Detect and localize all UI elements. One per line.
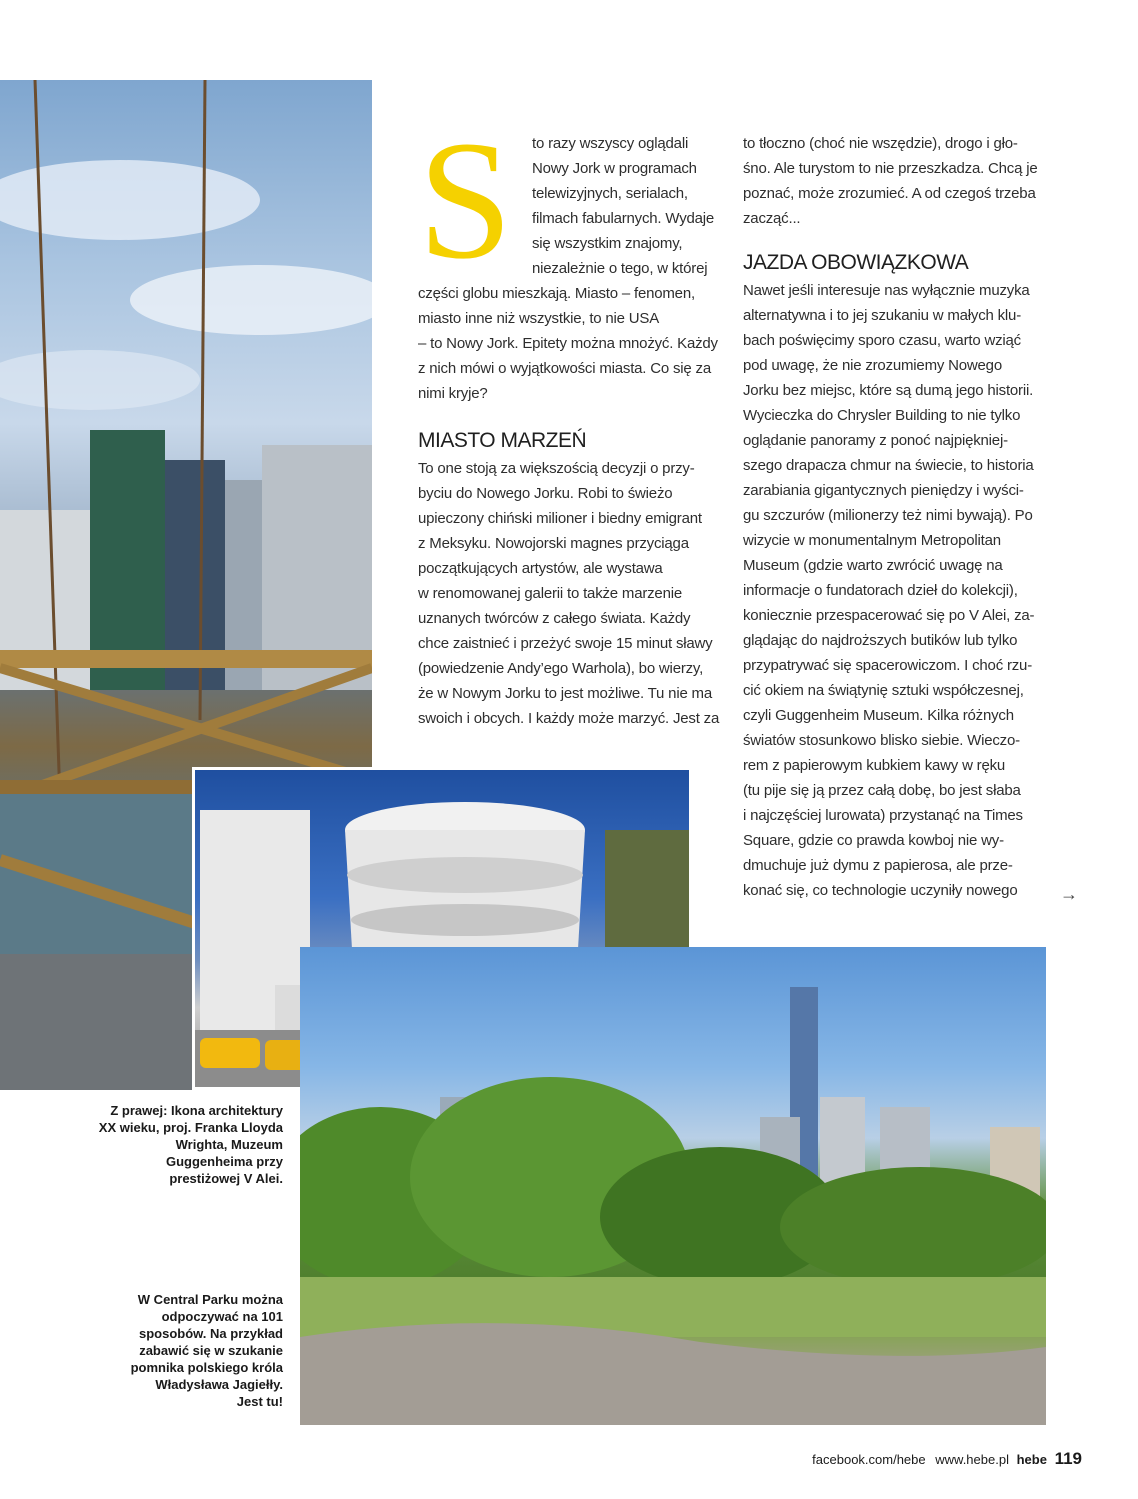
text-line: Museum (gdzie warto zwrócić uwagę na	[743, 557, 1003, 574]
drop-cap: S	[418, 106, 513, 294]
text-line: światów stosunkowo blisko siebie. Wieczo-	[743, 732, 1020, 749]
text-line: to tłoczno (choć nie wszędzie), drogo i gło-	[743, 135, 1018, 152]
text-line: zacząć...	[743, 210, 801, 227]
caption-line: pomnika polskiego króla	[130, 1360, 283, 1375]
text-line: z Meksyku. Nowojorski magnes przyciąga	[418, 535, 689, 552]
caption-central-park	[43, 1291, 283, 1410]
text-line: koniecznie przespacerować się po V Alei, za-	[743, 607, 1035, 624]
intro-rest	[418, 281, 728, 406]
section2-body	[743, 278, 1063, 903]
text-line: Nawet jeśli interesuje nas wyłącznie muzyka	[743, 282, 1030, 299]
section-heading-jazda-obowiazkowa: JAZDA OBOWIĄZKOWA	[743, 251, 969, 274]
text-line: pod uwagę, że nie zrozumiemy Nowego	[743, 357, 1002, 374]
text-line: swoich i obcych. I każdy może marzyć. Jest za	[418, 710, 720, 727]
text-line: cić okiem na świątynię sztuki współczesnej,	[743, 682, 1024, 699]
text-line: telewizyjnych, serialach,	[532, 185, 688, 202]
text-line: (tu pije się ją przez całą dobę, bo jest słaba	[743, 782, 1021, 799]
text-line: i najczęściej lurowata) przystanąć na Times	[743, 807, 1023, 824]
text-line: części globu mieszkają. Miasto – fenomen,	[418, 285, 695, 302]
caption-line: prestiżowej V Alei.	[169, 1171, 283, 1186]
text-line: poznać, może zrozumieć. A od czegoś trzeba	[743, 185, 1036, 202]
text-line: to razy wszyscy oglądali	[532, 135, 689, 152]
footer-facebook-link[interactable]: facebook.com/hebe	[812, 1452, 926, 1467]
text-line: filmach fabularnych. Wydaje	[532, 210, 715, 227]
text-line: że w Nowym Jorku to jest możliwe. Tu nie ma	[418, 685, 712, 702]
page-footer	[812, 1449, 1082, 1469]
text-line: szego drapacza chmur na świecie, to historia	[743, 457, 1034, 474]
text-line: uznanych twórców z całego świata. Każdy	[418, 610, 691, 627]
text-line: zarabiania gigantycznych pieniędzy i wyści-	[743, 482, 1024, 499]
caption-line: Wrighta, Muzeum	[175, 1137, 283, 1152]
text-line: chce zaistnieć i przeżyć swoje 15 minut sławy	[418, 635, 713, 652]
caption-line: XX wieku, proj. Franka Lloyda	[98, 1120, 283, 1135]
caption-line: Z prawej: Ikona architektury	[110, 1103, 283, 1118]
text-line: informacje o fundatorach dzieł do kolekcji),	[743, 582, 1018, 599]
text-line: dmuchuje już dymu z papierosa, ale prze-	[743, 857, 1013, 874]
section1-body	[418, 456, 728, 731]
text-line: bach poświęcimy sporo czasu, warto wziąć	[743, 332, 1021, 349]
text-line: się wszystkim znajomy,	[532, 235, 683, 252]
footer-website-link[interactable]: www.hebe.pl	[935, 1452, 1009, 1467]
caption-line: odpoczywać na 101	[161, 1309, 283, 1324]
text-line: przypatrywać się spacerowiczom. I choć rzu-	[743, 657, 1032, 674]
column-2	[743, 131, 1063, 903]
text-line: – to Nowy Jork. Epitety można mnożyć. Każdy	[418, 335, 718, 352]
continue-arrow-icon: →	[1060, 884, 1078, 904]
text-line: Nowy Jork w programach	[532, 160, 697, 177]
text-line: rem z papierowym kubkiem kawy w ręku	[743, 757, 1006, 774]
text-line: niezależnie o tego, w której	[532, 260, 708, 277]
text-line: gu szczurów (milionerzy też nimi bywają). Po	[743, 507, 1033, 524]
caption-line: Jest tu!	[236, 1394, 283, 1409]
text-line: wizycie w monumentalnym Metropolitan	[743, 532, 1001, 549]
text-line: Square, gdzie co prawda kowboj nie wy-	[743, 832, 1004, 849]
column-1	[418, 281, 728, 731]
text-line: (powiedzenie Andy’ego Warhola), bo wierzy,	[418, 660, 704, 677]
caption-guggenheim	[43, 1102, 283, 1187]
text-line: z nich mówi o wyjątkowości miasta. Co się za	[418, 360, 711, 377]
text-line: konać się, co technologie uczyniły nowego	[743, 882, 1018, 899]
text-line: miasto inne niż wszystkie, to nie USA	[418, 310, 660, 327]
text-line: oglądanie panoramy z ponoć najpiękniej-	[743, 432, 1008, 449]
text-line: w renomowanej galerii to także marzenie	[418, 585, 682, 602]
text-line: nimi kryje?	[418, 385, 488, 402]
text-line: To one stoją za większością decyzji o przy-	[418, 460, 695, 477]
text-line: alternatywna i to jej szukaniu w małych klu-	[743, 307, 1021, 324]
column2-intro	[743, 131, 1063, 231]
text-line: byciu do Nowego Jorku. Robi to świeżo	[418, 485, 673, 502]
text-line: początkujących artystów, ale wystawa	[418, 560, 663, 577]
caption-line: sposobów. Na przykład	[139, 1326, 283, 1341]
text-line: czyli Guggenheim Museum. Kilka różnych	[743, 707, 1014, 724]
intro-lines	[532, 131, 732, 281]
caption-line: zabawić się w szukanie	[139, 1343, 283, 1358]
page-number: 119	[1054, 1449, 1082, 1468]
text-line: Jorku bez miejsc, które są dumą jego historii.	[743, 382, 1034, 399]
text-line: upieczony chiński milioner i biedny emigrant	[418, 510, 702, 527]
central-park-photo	[300, 947, 1046, 1425]
central-park-illustration	[300, 947, 1046, 1425]
text-line: glądając do najdroższych butików lub tylko	[743, 632, 1018, 649]
text-line: śno. Ale turystom to nie przeszkadza. Chcą je	[743, 160, 1038, 177]
caption-line: Guggenheima przy	[165, 1154, 283, 1169]
caption-line: Władysława Jagiełły.	[155, 1377, 283, 1392]
section-heading-miasto-marzen: MIASTO MARZEŃ	[418, 429, 587, 452]
text-line: Wycieczka do Chrysler Building to nie tylko	[743, 407, 1021, 424]
footer-brand: hebe	[1016, 1452, 1047, 1467]
caption-line: W Central Parku można	[137, 1292, 283, 1307]
